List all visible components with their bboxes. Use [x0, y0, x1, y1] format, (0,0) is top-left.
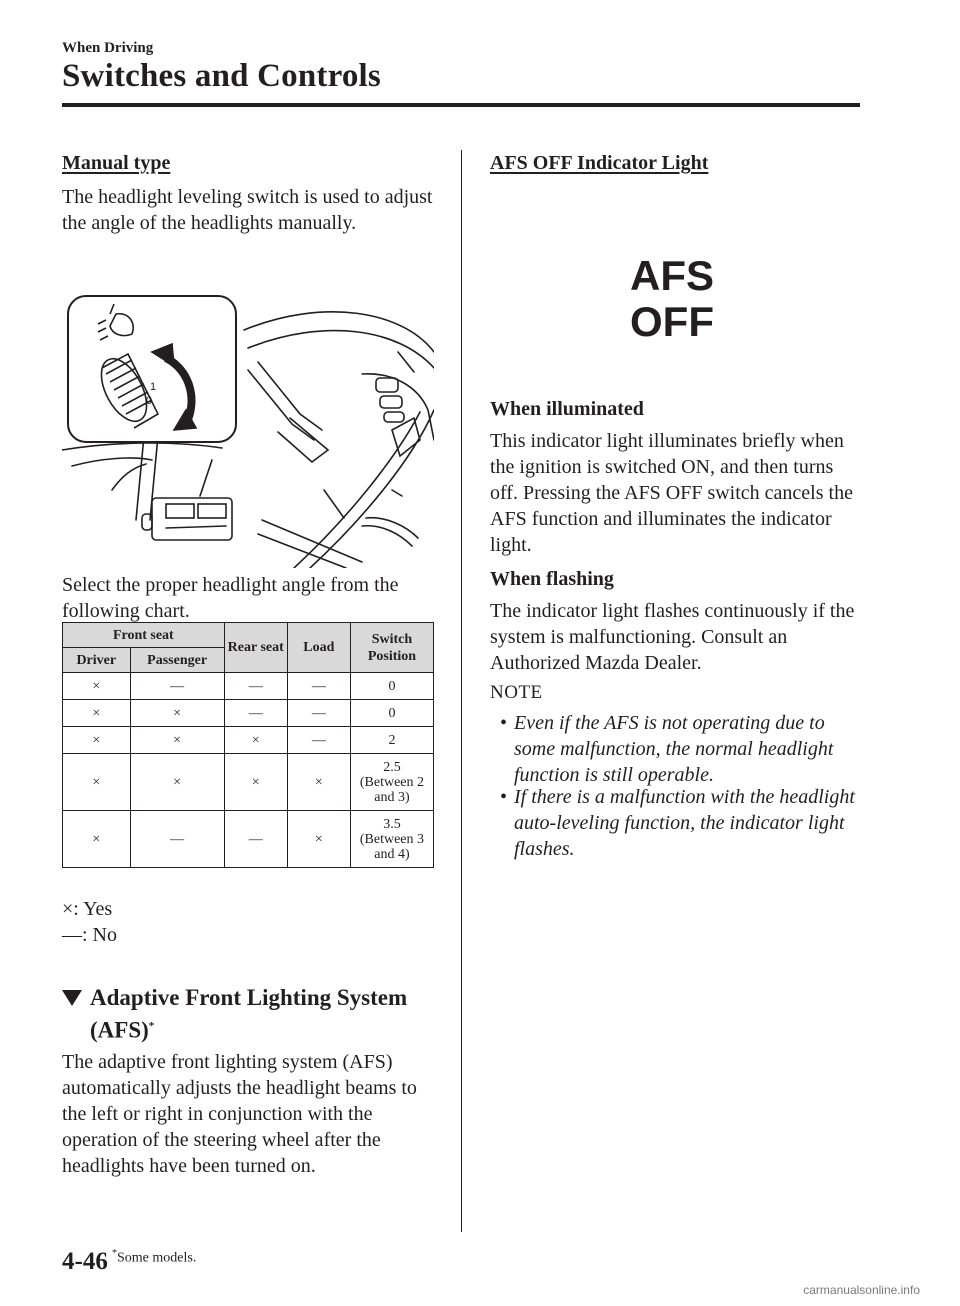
column-divider — [461, 150, 462, 1232]
afs-description: The adaptive front lighting system (AFS) automatically adjusts the headlight beams to the left or right in conjunction with the operation of the steering wheel after the headlights have been turned on. — [62, 1051, 417, 1177]
table-row — [63, 811, 434, 868]
note-text: Even if the AFS is not operating due to some malfunction, the normal headlight function is still operable. — [514, 712, 834, 786]
header-switch-position: Switch Position — [350, 623, 433, 673]
table-cell: — — [287, 673, 350, 700]
manual-type-heading: Manual type — [62, 152, 171, 174]
section-label: When Driving — [62, 40, 154, 56]
table-row — [63, 700, 434, 727]
afs-icon-line2: OFF — [630, 298, 714, 342]
table-cell: — — [287, 727, 350, 754]
afs-heading-text: Adaptive Front Lighting System (AFS) — [90, 985, 408, 1043]
legend-yes: ×: Yes — [62, 898, 113, 920]
table-cell: × — [130, 700, 224, 727]
table-cell: — — [130, 673, 224, 700]
chart-intro-text: Select the proper headlight angle from the following chart. — [62, 574, 399, 622]
note-text: If there is a malfunction with the headlight auto-leveling function, the indicator light flashes. — [514, 786, 855, 860]
headlight-level-table — [62, 622, 434, 868]
manual-type-text: The headlight leveling switch is used to adjust the angle of the headlights manually. — [62, 186, 433, 234]
table-cell: — — [224, 673, 287, 700]
watermark: carmanualsonline.info — [803, 1283, 920, 1297]
table-cell: 2.5 (Between 2 and 3) — [350, 754, 433, 811]
when-illuminated-heading: When illuminated — [490, 398, 644, 420]
table-cell: × — [63, 673, 131, 700]
title-rule — [62, 103, 860, 107]
afs-heading-mark: * — [148, 1020, 155, 1032]
afs-section-heading — [62, 984, 442, 1045]
page-title: Switches and Controls — [62, 58, 381, 94]
table-cell: × — [63, 727, 131, 754]
bullet-icon: • — [500, 712, 508, 734]
table-cell: × — [287, 754, 350, 811]
legend-no: —: No — [62, 924, 117, 946]
table-cell: × — [224, 754, 287, 811]
note-label: NOTE — [490, 682, 543, 703]
table-row — [63, 754, 434, 811]
table-cell: 3.5 (Between 3 and 4) — [350, 811, 433, 868]
table-cell: × — [63, 811, 131, 868]
table-row — [63, 727, 434, 754]
footnote — [112, 1248, 196, 1267]
table-cell: — — [224, 700, 287, 727]
afs-off-indicator-icon — [612, 252, 732, 342]
bullet-icon: • — [500, 786, 508, 808]
afs-icon-line1: AFS — [630, 252, 714, 299]
table-cell: × — [287, 811, 350, 868]
dial-mark-1: 1 — [150, 381, 157, 393]
table-cell: × — [130, 754, 224, 811]
afs-off-heading: AFS OFF Indicator Light — [490, 152, 709, 174]
when-flashing-heading: When flashing — [490, 568, 614, 590]
table-cell: — — [130, 811, 224, 868]
table-cell: — — [287, 700, 350, 727]
when-flashing-text: The indicator light flashes continuously if the system is malfunctioning. Consult an Authorized Mazda Dealer. — [490, 600, 855, 674]
table-cell: 0 — [350, 700, 433, 727]
footnote-mark: * — [112, 1248, 117, 1259]
when-illuminated-text: This indicator light illuminates briefly when the ignition is switched ON, and then turns off. Pressing the AFS OFF switch cancels the AFS function and illuminates the indicator light. — [490, 430, 853, 556]
table-legend — [62, 896, 117, 948]
page-number: 4-46 — [62, 1248, 108, 1275]
footnote-text: Some models. — [117, 1250, 197, 1266]
header-front-seat: Front seat — [63, 623, 225, 648]
table-cell: × — [63, 754, 131, 811]
table-cell: 2 — [350, 727, 433, 754]
note-item — [490, 710, 866, 788]
header-rear-seat: Rear seat — [224, 623, 287, 673]
table-cell: — — [224, 811, 287, 868]
table-cell: 0 — [350, 673, 433, 700]
header-passenger: Passenger — [130, 648, 224, 673]
table-cell: × — [63, 700, 131, 727]
section-triangle-icon — [62, 990, 82, 1006]
table-cell: × — [224, 727, 287, 754]
table-cell: × — [130, 727, 224, 754]
dial-mark-0: 0 — [146, 395, 153, 407]
headlight-leveling-switch-illustration — [62, 290, 434, 568]
header-driver: Driver — [63, 648, 131, 673]
note-item — [490, 784, 866, 862]
header-load: Load — [287, 623, 350, 673]
table-row — [63, 673, 434, 700]
